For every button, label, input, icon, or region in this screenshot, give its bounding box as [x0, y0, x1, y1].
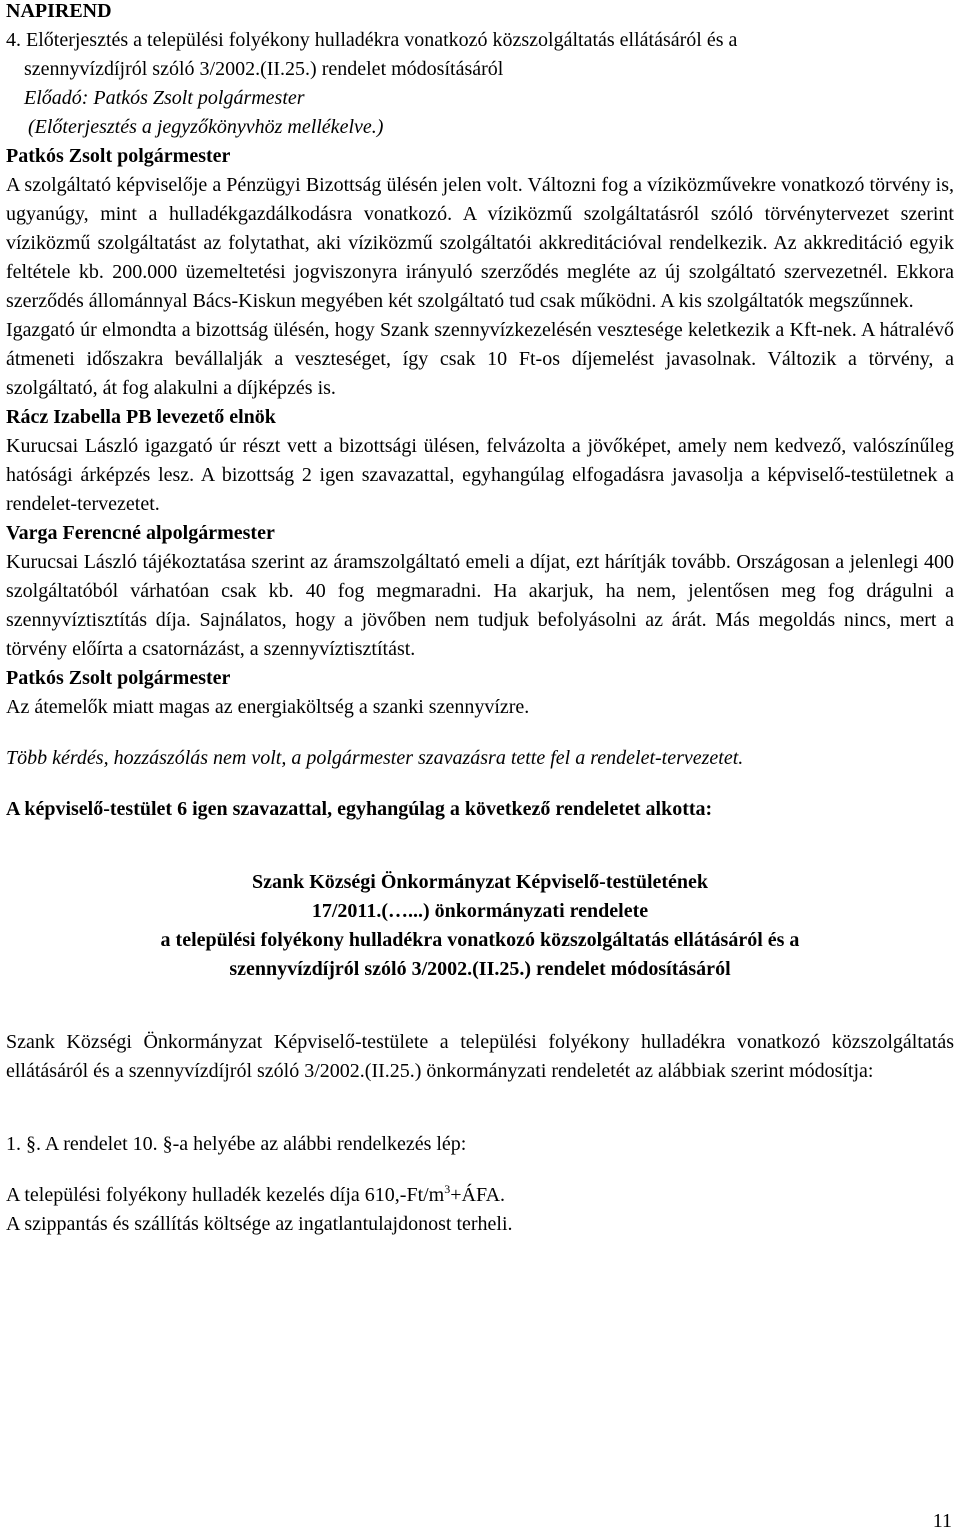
decree-fee-exponent: 3 — [444, 1182, 451, 1196]
speaker-name: Patkós Zsolt polgármester — [6, 145, 231, 167]
speaker-statement-continued: Igazgató úr elmondta a bizottság ülésén, hogy Szank szennyvízkezelésén vesztesége keletkezik a Kft-nek. A hátralévő átmeneti időszakra bevállalják a veszteséget, így csak 10 Ft-os díjemelést javasolnak. Változik a törvény, a szolgáltató, át fog alakulni a díjképzés is. — [6, 319, 954, 399]
spacer — [6, 773, 954, 795]
speaker-name: Patkós Zsolt polgármester — [6, 667, 231, 689]
page-number: 11 — [932, 1510, 952, 1532]
decree-paragraph-1: 1. §. A rendelet 10. §-a helyébe az alábbi rendelkezés lép: — [6, 1133, 467, 1155]
speaker-name: Rácz Izabella PB levezető elnök — [6, 406, 276, 428]
decree-title-line1: Szank Községi Önkormányzat Képviselő-testületének — [251, 871, 709, 893]
decree-intro: Szank Községi Önkormányzat Képviselő-testülete a települési folyékony hulladékra vonatkozó közszolgáltatás ellátásáról és a szennyvízdíjról szóló 3/2002.(II.25.) önkormányzati rendeletét az alábbiak szerint módosítja: — [6, 1031, 954, 1082]
agenda-attachment-note: (Előterjesztés a jegyzőkönyvhöz mellékelve.) — [28, 116, 384, 138]
agenda-item-line2: szennyvízdíjról szóló 3/2002.(II.25.) rendelet módosításáról — [24, 58, 504, 80]
speaker-name: Varga Ferencné alpolgármester — [6, 522, 275, 544]
speaker-statement: A szolgáltató képviselője a Pénzügyi Bizottság ülésén jelen volt. Változni fog a víziközművekre vonatkozó törvény is, ugyanúgy, mint a hulladékgazdálkodásra vonatkozó. A víziközmű szolgáltatásról szóló törvénytervezet szerint víziközmű szolgáltatást az folytathat, aki víziközmű szolgáltatói akkreditációval rendelkezik. Az akkreditáció egyik feltétele kb. 200.000 üzemeltetési jogviszonyra irányuló szerződés megléte az új szolgáltató szervezetnél. Ekkora szerződés állománnyal Bács-Kiskun megyében két szolgáltató tud csak működni. A kis szolgáltatók megszűnnek. — [6, 174, 954, 312]
spacer — [6, 1086, 954, 1130]
spacer — [6, 1159, 954, 1181]
decree-title-line3: a települési folyékony hulladékra vonatkozó közszolgáltatás ellátásáról és a — [160, 929, 800, 951]
document-page — [6, 0, 954, 1239]
spacer — [6, 824, 954, 868]
decree-title-line4: szennyvízdíjról szóló 3/2002.(II.25.) rendelet módosításáról — [229, 958, 731, 980]
decree-fee-line — [6, 1181, 954, 1210]
decree-fee-text: A települési folyékony hulladék kezelés díja 610,-Ft/m — [6, 1184, 445, 1206]
speaker-statement: Kurucsai László igazgató úr részt vett a bizottsági ülésen, felvázolta a jövőképet, amely nem kedvező, valószínűleg hatósági árképzés lesz. A bizottság 2 igen szavazattal, egyhangúlag elfogadásra javasolja a képviselő-testületnek a rendelet-tervezetet. — [6, 435, 954, 515]
decree-fee-cost-bearer: A szippantás és szállítás költsége az ingatlantulajdonost terheli. — [6, 1213, 513, 1235]
spacer — [6, 722, 954, 744]
agenda-presenter: Előadó: Patkós Zsolt polgármester — [24, 87, 305, 109]
decree-fee-suffix: +ÁFA. — [450, 1184, 506, 1206]
speaker-statement: Az átemelők miatt magas az energiaköltség a szanki szennyvízre. — [6, 696, 530, 718]
decree-title-line2: 17/2011.(…...) önkormányzati rendelete — [311, 900, 649, 922]
spacer — [6, 984, 954, 1028]
agenda-item-line1: 4. Előterjesztés a települési folyékony hulladékra vonatkozó közszolgáltatás ellátásáról és a — [6, 29, 738, 51]
vote-note: Több kérdés, hozzászólás nem volt, a polgármester szavazásra tette fel a rendelet-tervezetet. — [6, 747, 744, 769]
agenda-title: NAPIREND — [6, 0, 112, 22]
resolution-statement: A képviselő-testület 6 igen szavazattal, egyhangúlag a következő rendeletet alkotta: — [6, 798, 713, 820]
speaker-statement: Kurucsai László tájékoztatása szerint az áramszolgáltató emeli a díjat, ezt hárítják tovább. Országosan a jelenlegi 400 szolgáltatóból várhatóan csak kb. 40 fog megmaradni. Ha akarjuk, ha nem, jelentősen meg fog drágulni a szennyvíztisztítás díja. Sajnálatos, hogy a jövőben nem tudjuk befolyásolni az árát. Más megoldás nincs, mert a törvény előírta a csatornázást, a szennyvíztisztítást. — [6, 551, 954, 660]
